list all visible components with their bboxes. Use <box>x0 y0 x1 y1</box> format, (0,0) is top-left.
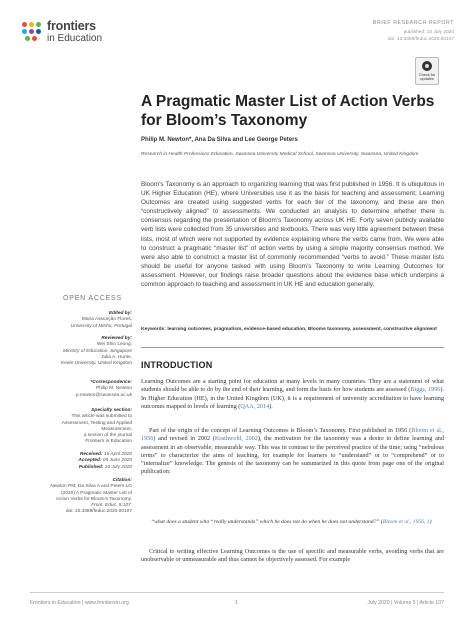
specialty-line: a section of the journal <box>83 433 132 439</box>
correspondent-name: Philip M. Newton <box>96 386 132 392</box>
affiliation: Research in Health Professions Education, Swansea University Medical School, Swansea University, Swansea, United Kingdom <box>141 152 419 157</box>
quote-text: “what does a student who “really understands” which he does not do when he does not understand?” ( <box>151 519 383 525</box>
section-divider <box>141 347 444 348</box>
block-quote <box>151 519 434 527</box>
page-number: 1 <box>235 600 238 606</box>
check-for-updates-button[interactable] <box>415 57 439 85</box>
reference-link[interactable]: QAA, 2014 <box>240 402 270 410</box>
authors: Philip M. Newton*, Ana Da Silva and Lee George Peters <box>141 137 298 143</box>
specialty-line: Assessment, Testing and Applied <box>61 420 132 426</box>
specialty-line: This article was submitted to <box>71 414 132 420</box>
specialty-line: Frontiers in Education <box>85 439 132 445</box>
paragraph-text: ), the motivation for the taxonomy was a desire to define learning and assessment in an observable, measurable way. This was in contrast to the perceived practice of the time; using “nebulous terms” to characterize the aims of teaching, for example for learners to “understand” or to “comprehend” or to “internalize” knowledge. The genesis of the taxonomy can be summarized in this quote from page one of the original publication: <box>141 435 444 476</box>
open-access-label: OPEN ACCESS <box>63 295 122 302</box>
footer-divider <box>30 592 444 593</box>
doi[interactable]: doi: 10.3389/feduc.2020.00107 <box>387 37 454 42</box>
abstract: Bloom’s Taxonomy is an approach to organizing learning that was first published in 1956. It is ubiquitous in UK Higher Education (HE), where Universities use it as the basis for teaching and assessment; Learning Outcomes are created using suggested verbs for each tier of the taxonomy, and these are then “constructively aligned” to assessments. We conducted an analysis to determine whether there is consensus regarding the presentation of Bloom’s Taxonomy across UK HE. Forty seven publicly available verb lists were collected from 35 universities and textbooks. There was very little agreement between these lists, most of which were not supported by evidence explaining where the verbs came from. We were able to construct a pragmatic “master list” of action verbs by using a simple majority consensus method. We were also able to construct a master list of commonly recommended “verbs to avoid.” These master lists should be useful for anyone tasked with using Bloom’s Taxonomy to write Learning Outcomes for assessment. However, our findings raise broader questions about the evidence base which underpins a common approach to teaching and assessment in UK HE and education generally. <box>141 181 444 289</box>
edited-by <box>40 311 132 330</box>
citation-line: Newton PM, Da Silva A and Peters LG <box>50 484 132 490</box>
paragraph-text: ) and revised in 2002 ( <box>153 435 215 443</box>
check-updates-label: Check for updates <box>418 73 436 82</box>
footer-volume: July 2020 | Volume 5 | Article 107 <box>367 600 444 606</box>
reference-link[interactable]: Bloom et al., 1956 <box>141 427 444 443</box>
paragraph <box>141 378 444 411</box>
specialty-section <box>40 408 132 446</box>
accepted-label: Accepted: <box>78 458 102 464</box>
paragraph-text: ). In Higher Education (HE), in the United Kingdom (UK), it is a requirement of university accreditation to have learning outcomes mapped to levels of learning ( <box>141 386 444 410</box>
check-updates-icon <box>422 61 432 71</box>
citation-label: Citation: <box>112 478 132 483</box>
paragraph: Critical to writing effective Learning Outcomes is the use of specific and measurable verbs, avoiding verbs that are unobservable or unmeasurable and thus cannot be objectively assessed. For example <box>141 548 444 564</box>
keywords-list: learning outcomes, pragmatism, evidence-based education, Blooms taxonomy, assessment, constructive alignment <box>167 327 437 332</box>
accepted-date: 05 June 2020 <box>102 458 132 464</box>
journal-name: in Education <box>47 33 103 44</box>
paragraph-text: ). <box>269 402 273 410</box>
reference-link[interactable]: Krathwohl, 2002 <box>214 435 258 443</box>
reviewed-by-label: Reviewed by: <box>101 336 132 341</box>
received-date: 16 April 2020 <box>103 452 132 457</box>
section-heading-introduction: INTRODUCTION <box>141 360 213 370</box>
paragraph <box>141 427 444 477</box>
citation-doi[interactable]: doi: 10.3389/feduc.2020.00107 <box>65 509 132 515</box>
citation-line: Action Verbs for Bloom’s Taxonomy. <box>55 496 132 502</box>
keywords-label: Keywords: <box>141 327 167 332</box>
keywords <box>141 327 444 334</box>
dates <box>40 452 132 471</box>
logo-name: frontiers <box>47 19 96 33</box>
reference-link[interactable]: Bloom et al., 1956, 1 <box>382 519 430 525</box>
frontiers-logo-icon <box>22 22 44 42</box>
footer-journal[interactable]: Frontiers in Education | www.frontiersin.org <box>30 600 129 606</box>
paragraph-text: Part of the origin of the concept of Learning Outcomes is Bloom’s Taxonomy. First published in 1956 ( <box>149 427 412 434</box>
quote-text: ) <box>429 519 432 525</box>
reference-link[interactable]: Biggs, 1996 <box>410 386 441 394</box>
article-type: BRIEF RESEARCH REPORT <box>372 20 454 26</box>
reviewer-name: Wei Shin Leong, <box>96 342 132 348</box>
citation-line: (2020) A Pragmatic Master List of <box>61 490 132 496</box>
specialty-label: Specialty section: <box>91 408 132 413</box>
reviewer-name: Julia A. Hunte, <box>101 354 132 360</box>
editor-affil: University of Minho, Portugal <box>70 323 132 329</box>
reviewer-affil: Ministry of Education, Singapore <box>62 348 132 354</box>
citation <box>40 478 132 516</box>
reviewer-affil: Keele University, United Kingdom <box>60 361 132 367</box>
reviewed-by <box>40 336 132 367</box>
article-title: A Pragmatic Master List of Action Verbs for Bloom’s Taxonomy <box>141 93 435 129</box>
correspondent-email[interactable]: p.newton@swansea.ac.uk <box>75 392 132 398</box>
received-label: Received: <box>79 452 103 457</box>
edited-by-label: Edited by: <box>108 311 132 316</box>
editor-name: Maria Assunção Flores, <box>81 317 132 323</box>
paragraph-text: Learning Outcomes are a starting point for education at many levels in many countries. They are a statement of what students should be able to do by the end of their learning, and form the basis for how students are assessed ( <box>141 378 444 394</box>
published-label: Published: <box>78 464 104 470</box>
published-date: published: 10 July 2020 <box>403 30 454 35</box>
citation-line: Front. Educ. 5:107. <box>91 503 132 509</box>
correspondence <box>40 380 132 399</box>
published-date-side: 10 July 2020 <box>104 464 132 470</box>
specialty-line: Measurement, <box>101 426 132 432</box>
correspondence-label: *Correspondence: <box>90 380 132 385</box>
